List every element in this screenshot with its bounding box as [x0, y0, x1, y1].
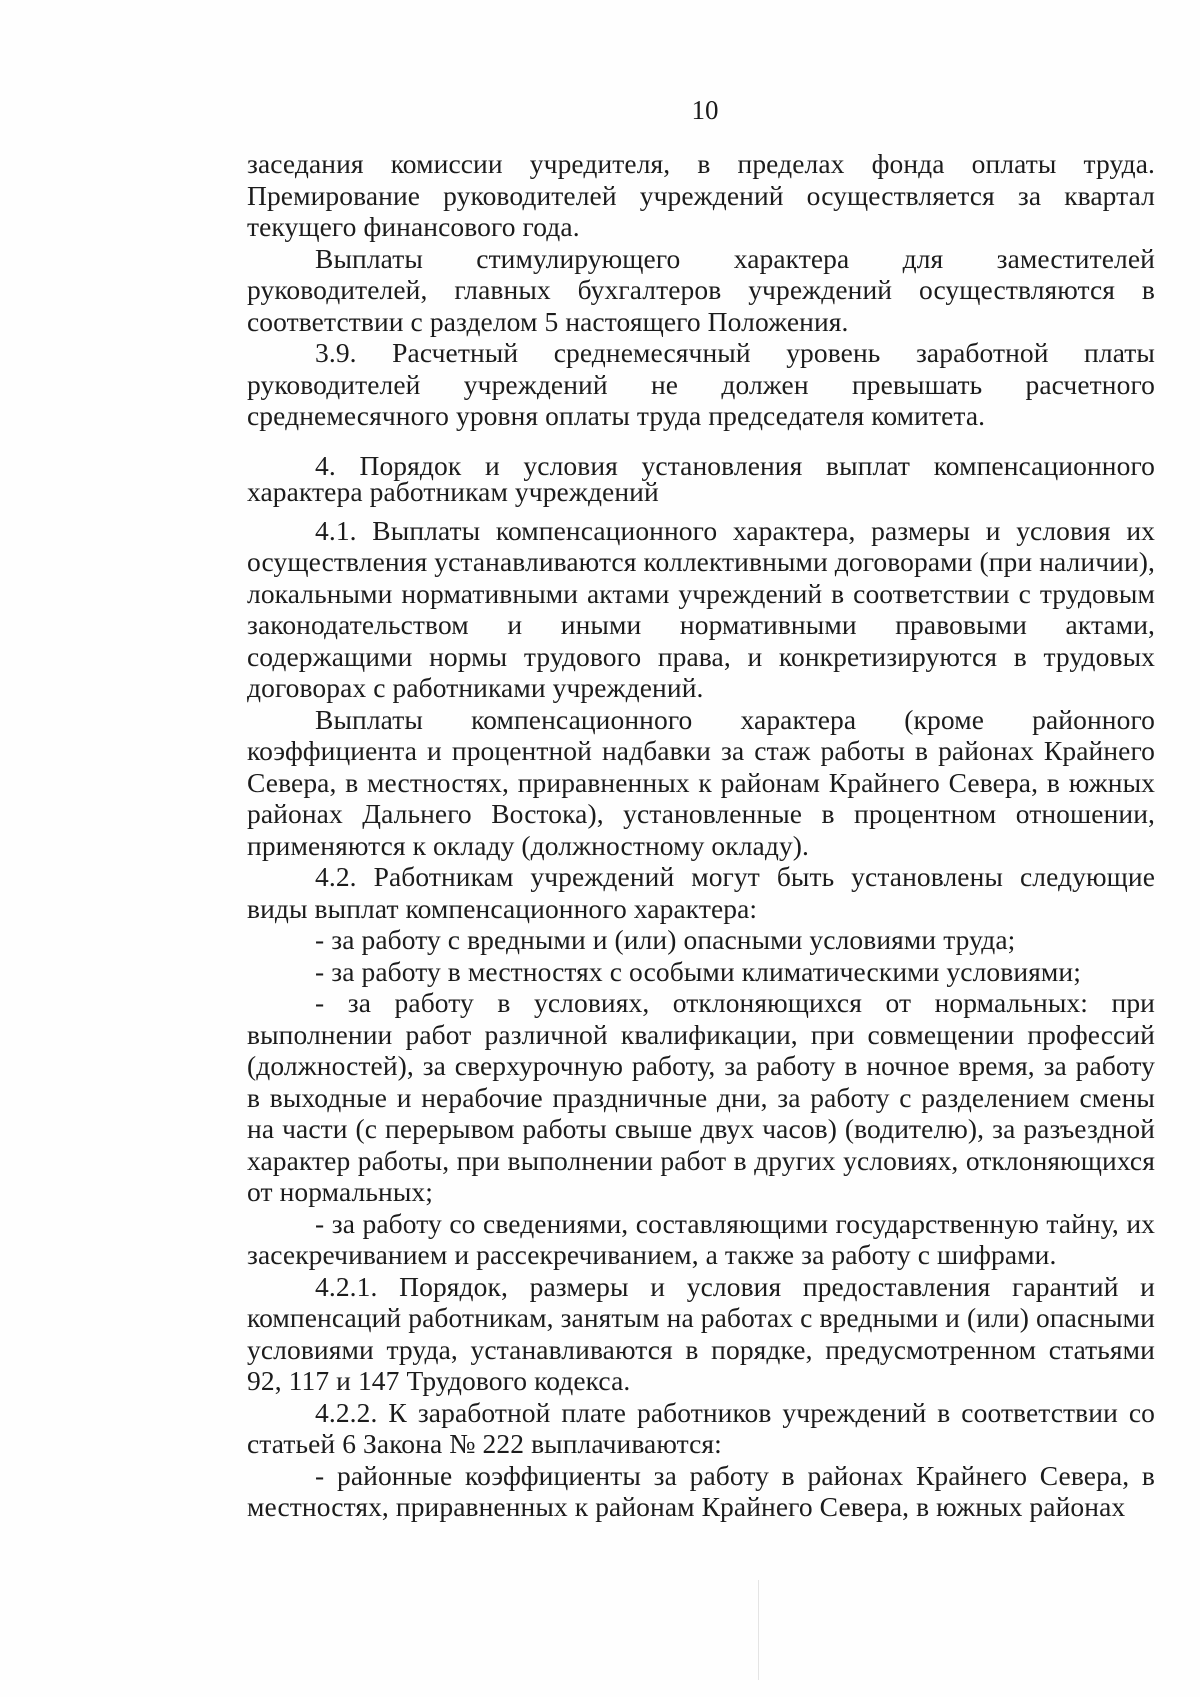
list-item-climate-conditions: - за работу в местностях с особыми климатическими условиями;: [315, 955, 1081, 987]
section-heading-4: 4. Порядок и условия установления выплат компенсационного характера работникам учреждений: [247, 449, 1155, 507]
paragraph-3-9: 3.9. Расчетный среднемесячный уровень заработной платы руководителей учреждений не должен превышать расчетного среднемесячного уровня оплаты труда председателя комитета.: [247, 337, 1155, 431]
paragraph-premium-continuation: заседания комиссии учредителя, в пределах фонда оплаты труда. Премирование руководителей учреждений осуществляется за квартал текущего финансового года.: [247, 148, 1155, 242]
paragraph-4-1: 4.1. Выплаты компенсационного характера, размеры и условия их осуществления устанавливаются коллективными договорами (при наличии), локальными нормативными актами учреждений в соответствии с трудовым законодательством и иными нормативными правовыми актами, содержащими нормы трудового права, и конкретизируются в трудовых договорах с работниками учреждений.: [247, 514, 1155, 703]
list-item-regional-coefficients: - районные коэффициенты за работу в районах Крайнего Севера, в местностях, приравненных к районам Крайнего Севера, в южных районах: [247, 1459, 1155, 1522]
scan-artifact-line: [758, 1580, 759, 1680]
list-item-abnormal-conditions: - за работу в условиях, отклоняющихся от нормальных: при выполнении работ различной квалификации, при совмещении профессий (должностей), за сверхурочную работу, за работу в ночное время, за работу в выходные и нерабочие праздничные дни, за работу с разделением смены на части (с перерывом работы свыше двух часов) (водителю), за разъездной характер работы, при выполнении работ в других условиях, отклоняющихся от нормальных;: [247, 987, 1155, 1207]
paragraph-4-2-2: 4.2.2. К заработной плате работников учреждений в соответствии со статьей 6 Закона № 222 выплачиваются:: [247, 1396, 1155, 1459]
list-item-state-secret: - за работу со сведениями, составляющими государственную тайну, их засекречиванием и рассекречиванием, а также за работу с шифрами.: [247, 1207, 1155, 1270]
paragraph-compensation-percent: Выплаты компенсационного характера (кроме районного коэффициента и процентной надбавки за стаж работы в районах Крайнего Севера, в местностях, приравненных к районам Крайнего Севера, в южных районах Дальнего Востока), установленные в процентном отношении, применяются к окладу (должностному окладу).: [247, 703, 1155, 861]
page-number: 10: [691, 95, 719, 125]
paragraph-4-2-1: 4.2.1. Порядок, размеры и условия предоставления гарантий и компенсаций работникам, занятым на работах с вредными и (или) опасными условиями труда, устанавливаются в порядке, предусмотренном статьями 92, 117 и 147 Трудового кодекса.: [247, 1270, 1155, 1396]
document-body: [247, 148, 1155, 1523]
paragraph-4-2: 4.2. Работникам учреждений могут быть установлены следующие виды выплат компенсационного характера:: [247, 861, 1155, 924]
list-item-harmful-conditions: - за работу с вредными и (или) опасными условиями труда;: [315, 924, 1016, 955]
paragraph-deputy-payments: Выплаты стимулирующего характера для заместителей руководителей, главных бухгалтеров учреждений осуществляются в соответствии с разделом 5 настоящего Положения.: [247, 242, 1155, 337]
